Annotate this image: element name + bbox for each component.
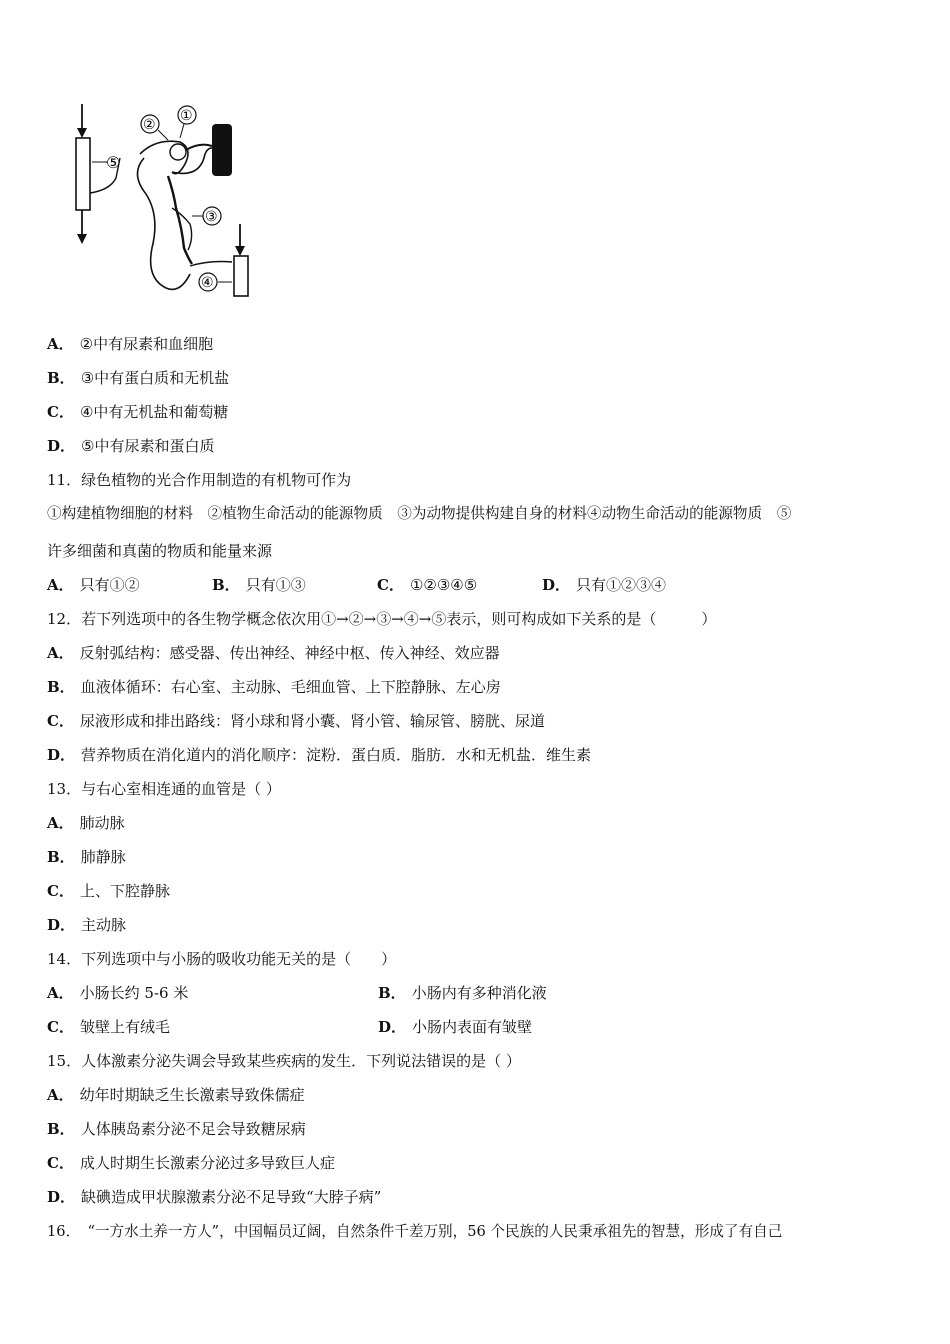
option-text: 只有①②③④ (576, 576, 667, 594)
q11-option-c (377, 575, 542, 595)
q10-option-d (47, 436, 214, 456)
option-label: C． (47, 712, 74, 730)
q14-option-c (47, 1017, 170, 1037)
option-text: 只有①② (79, 576, 140, 594)
q12-stem: 12．若下列选项中的各生物学概念依次用①→②→③→④→⑤表示，则可构成如下关系的是（ ） (47, 610, 717, 628)
option-text: 小肠长约 5-6 米 (79, 984, 189, 1002)
option-label: A． (47, 644, 74, 662)
collecting-duct-4 (234, 256, 248, 296)
renal-artery-block (212, 124, 232, 176)
q10-option-b (47, 368, 229, 388)
option-label: A． (47, 814, 74, 832)
option-label: A． (47, 984, 74, 1002)
option-text: 主动脉 (81, 916, 127, 934)
option-label: C． (47, 1018, 74, 1036)
q14-option-a (47, 983, 188, 1003)
option-text: 反射弧结构：感受器、传出神经、神经中枢、传入神经、效应器 (79, 644, 500, 662)
option-text: 营养物质在消化道内的消化顺序：淀粉．蛋白质．脂肪．水和无机盐．维生素 (81, 746, 592, 764)
q11-option-b (212, 575, 377, 595)
option-label: A． (47, 576, 74, 594)
option-text: 肺动脉 (79, 814, 125, 832)
option-label: C． (47, 403, 74, 421)
option-text: 小肠内有多种消化液 (411, 984, 547, 1002)
option-label: B． (378, 984, 406, 1002)
option-text: 血液体循环：右心室、主动脉、毛细血管、上下腔静脉、左心房 (80, 678, 501, 696)
option-text: ⑤中有尿素和蛋白质 (81, 437, 215, 455)
vessel-5 (76, 138, 90, 210)
option-text: 尿液形成和排出路线：肾小球和肾小囊、肾小管、输尿管、膀胱、尿道 (79, 712, 545, 730)
q13-option-b (47, 847, 126, 867)
q11-items-line2: 许多细菌和真菌的物质和能量来源 (47, 542, 273, 560)
option-label: B． (212, 576, 240, 594)
q15-option-c (47, 1153, 335, 1173)
q12-option-c (47, 711, 545, 731)
option-text: ④中有无机盐和葡萄糖 (79, 403, 229, 421)
option-label: D． (47, 1188, 76, 1206)
option-text: 小肠内表面有皱壁 (412, 1018, 533, 1036)
option-text: 皱壁上有绒毛 (79, 1018, 170, 1036)
q10-option-c (47, 402, 228, 422)
q15-option-b (47, 1119, 306, 1139)
q11-stem: 11．绿色植物的光合作用制造的有机物可作为 (47, 471, 352, 489)
option-label: B． (47, 678, 75, 696)
q11-option-a (47, 575, 212, 595)
q12-option-d (47, 745, 591, 765)
option-label: D． (542, 576, 571, 594)
option-label: A． (47, 1086, 74, 1104)
q15-stem: 15．人体激素分泌失调会导致某些疾病的发生．下列说法错误的是（ ） (47, 1052, 521, 1070)
q15-option-a (47, 1085, 305, 1105)
option-label: B． (47, 1120, 75, 1138)
q16-stem: 16． “一方水土养一方人”，中国幅员辽阔，自然条件千差万别，56 个民族的人民秉承祖先的智慧，形成了有自己 (47, 1223, 783, 1240)
option-text: 缺碘造成甲状腺激素分泌不足导致“大脖子病” (81, 1188, 382, 1206)
q13-option-c (47, 881, 170, 901)
label-2: ② (143, 117, 156, 133)
option-text: 成人时期生长激素分泌过多导致巨人症 (79, 1154, 335, 1172)
option-text: 人体胰岛素分泌不足会导致糖尿病 (80, 1120, 306, 1138)
label-5: ⑤ (106, 153, 121, 172)
option-label: B． (47, 848, 75, 866)
option-text: 肺静脉 (80, 848, 126, 866)
option-text: ①②③④⑤ (409, 576, 478, 594)
option-label: D． (47, 746, 76, 764)
option-text: 幼年时期缺乏生长激素导致侏儒症 (79, 1086, 305, 1104)
q12-option-a (47, 643, 500, 663)
q12-option-b (47, 677, 501, 697)
q11-items-line1: ①构建植物细胞的材料 ②植物生命活动的能源物质 ③为动物提供构建自身的材料④动物生命活动的能源物质 ⑤ (47, 505, 792, 522)
q14-stem: 14．下列选项中与小肠的吸收功能无关的是（ ） (47, 950, 397, 968)
option-label: A． (47, 335, 74, 353)
option-label: D． (378, 1018, 407, 1036)
label-1: ① (180, 108, 193, 124)
q14-option-b (378, 983, 547, 1003)
q11-options (47, 575, 707, 595)
option-label: D． (47, 916, 76, 934)
option-label: C． (47, 882, 74, 900)
option-text: ②中有尿素和血细胞 (79, 335, 214, 353)
option-text: ③中有蛋白质和无机盐 (80, 369, 230, 387)
option-label: C． (47, 1154, 74, 1172)
q14-option-d (378, 1017, 532, 1037)
q10-option-a (47, 334, 213, 354)
q15-option-d (47, 1187, 381, 1207)
q13-option-d (47, 915, 126, 935)
label-4: ④ (201, 275, 214, 291)
q13-stem: 13．与右心室相连通的血管是（ ） (47, 780, 281, 798)
option-text: 只有①③ (245, 576, 306, 594)
option-label: B． (47, 369, 75, 387)
q11-option-d (542, 575, 707, 595)
nephron-diagram (60, 98, 260, 304)
option-label: C． (377, 576, 404, 594)
option-label: D． (47, 437, 76, 455)
option-text: 上、下腔静脉 (79, 882, 170, 900)
label-3: ③ (205, 209, 218, 225)
q13-option-a (47, 813, 125, 833)
